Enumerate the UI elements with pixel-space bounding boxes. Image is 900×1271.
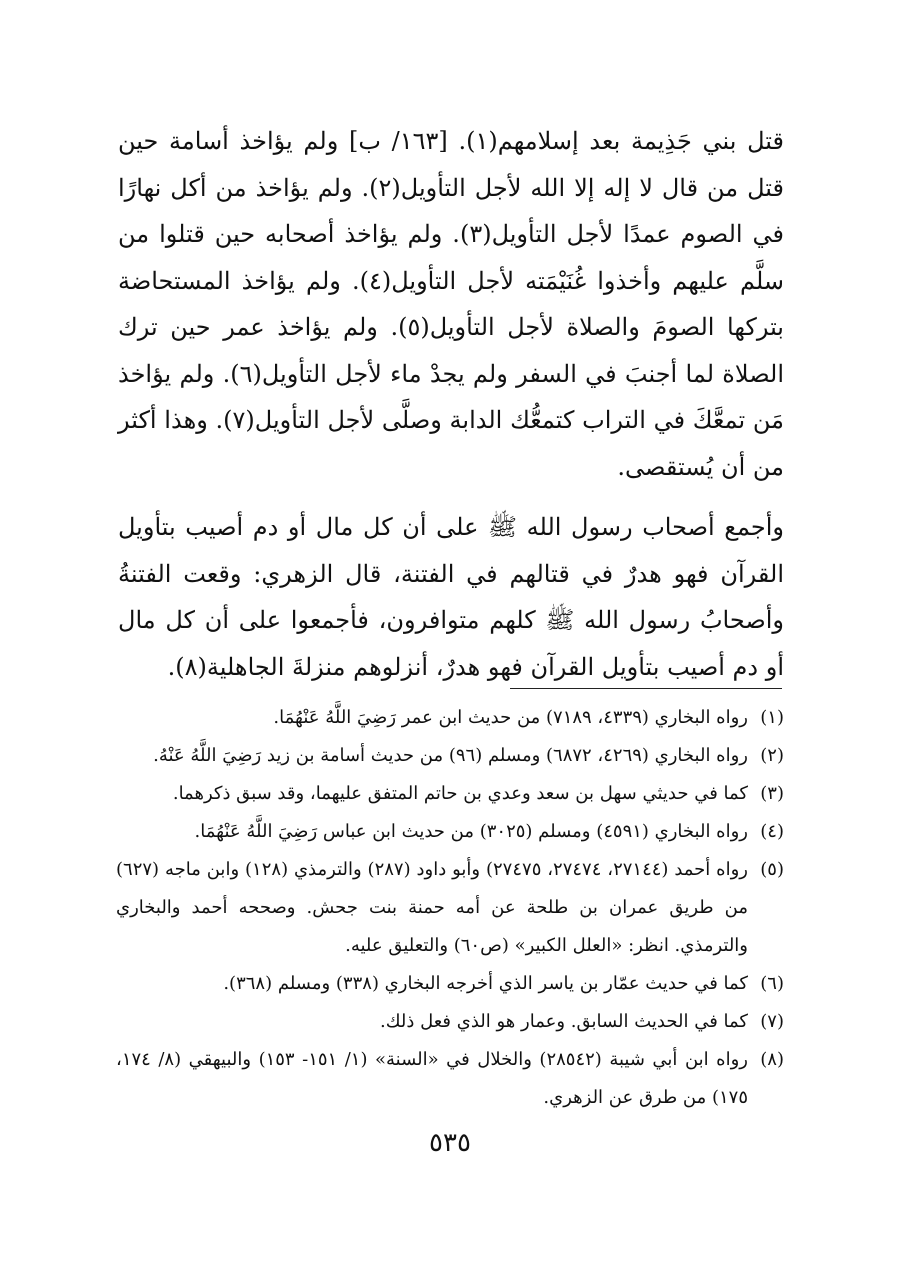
footnote-5	[116, 851, 784, 965]
footnote-3	[116, 775, 784, 813]
footnote-6	[116, 965, 784, 1003]
footnote-text: رواه أحمد (٢٧١٤٤، ٢٧٤٧٤، ٢٧٤٧٥) وأبو داود (٢٨٧) والترمذي (١٢٨) وابن ماجه (٦٢٧) من طريق عمران بن طلحة عن أمه حمنة بنت جحش. وصححه أحمد والبخاري والترمذي. انظر: «العلل الكبير» (ص٦٠) والتعليق عليه.	[116, 859, 748, 956]
footnote-7	[116, 1003, 784, 1041]
footnote-1	[116, 699, 784, 737]
footnote-2	[116, 737, 784, 775]
footnote-text: كما في حديثي سهل بن سعد وعدي بن حاتم المتفق عليهما، وقد سبق ذكرهما.	[172, 783, 748, 804]
footnote-text: كما في الحديث السابق. وعمار هو الذي فعل ذلك.	[380, 1011, 748, 1032]
footnote-text: كما في حديث عمّار بن ياسر الذي أخرجه البخاري (٣٣٨) ومسلم (٣٦٨).	[223, 973, 748, 994]
footnote-number: (٢)	[760, 745, 784, 766]
footnotes	[116, 699, 784, 1117]
footnote-text: رواه البخاري (٤٣٣٩، ٧١٨٩) من حديث ابن عمر رَضِيَ اللَّهُ عَنْهُمَا.	[273, 707, 748, 728]
footnote-number: (٤)	[760, 821, 784, 842]
footnote-number: (٥)	[760, 859, 784, 880]
footnote-8	[116, 1041, 784, 1117]
footnote-text: رواه البخاري (٤٥٩١) ومسلم (٣٠٢٥) من حديث ابن عباس رَضِيَ اللَّهُ عَنْهُمَا.	[194, 821, 748, 842]
footnote-number: (٦)	[760, 973, 784, 994]
footnote-number: (٣)	[760, 783, 784, 804]
footnote-divider	[510, 688, 782, 689]
footnote-number: (١)	[760, 707, 784, 728]
footnote-text: رواه البخاري (٤٢٦٩، ٦٨٧٢) ومسلم (٩٦) من حديث أسامة بن زيد رَضِيَ اللَّهُ عَنْهُ.	[153, 745, 748, 766]
paragraph-1: قتل بني جَذِيمة بعد إسلامهم(١). [١٦٣/ ب] ولم يؤاخذ أسامة حين قتل من قال لا إله إلا الله لأجل التأويل(٢). ولم يؤاخذ من أكل نهارًا في الصوم عمدًا لأجل التأويل(٣). ولم يؤاخذ أصحابه حين قتلوا من سلَّم عليهم وأخذوا غُنَيْمَته لأجل التأويل(٤). ولم يؤاخذ المستحاضة بتركها الصومَ والصلاة لأجل التأويل(٥). ولم يؤاخذ عمر حين ترك الصلاة لما أجنبَ في السفر ولم يجدْ ماء لأجل التأويل(٦). ولم يؤاخذ مَن تمعَّكَ في التراب كتمعُّك الدابة وصلَّى لأجل التأويل(٧). وهذا أكثر من أن يُستقصى.	[118, 127, 785, 481]
footnote-number: (٧)	[760, 1011, 784, 1032]
footnote-text: رواه ابن أبي شيبة (٢٨٥٤٢) والخلال في «السنة» (١/ ١٥١- ١٥٣) والبيهقي (٨/ ١٧٤، ١٧٥) من طرق عن الزهري.	[116, 1049, 748, 1108]
main-text	[118, 118, 784, 690]
footnote-number: (٨)	[760, 1049, 784, 1070]
paragraph-2: وأجمع أصحاب رسول الله ﷺ على أن كل مال أو دم أصيب بتأويل القرآن فهو هدرٌ في قتالهم في الفتنة، قال الزهري: وقعت الفتنةُ وأصحابُ رسول الله ﷺ كلهم متوافرون، فأجمعوا على أن كل مال أو دم أصيب بتأويل القرآن فهو هدرٌ، أنزلوهم منزلةَ الجاهلية(٨).	[118, 513, 784, 681]
footnote-4	[116, 813, 784, 851]
page-number: ٥٣٥	[429, 1128, 471, 1158]
